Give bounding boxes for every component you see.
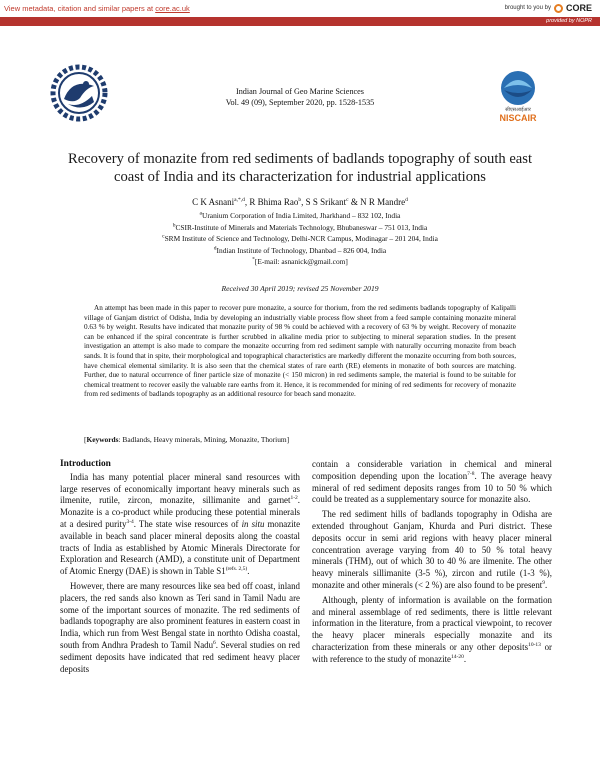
keywords-text: : Badlands, Heavy minerals, Mining, Monazite, Thorium]: [118, 435, 290, 444]
paper-title: Recovery of monazite from red sediments of badlands topography of south east coast of India and its characterization for industrial applications: [67, 151, 533, 185]
author-affiliation-marker: c: [346, 197, 349, 203]
core-link-domain[interactable]: core.ac.uk: [155, 4, 190, 13]
affiliation-line: [90, 233, 510, 245]
body-paragraph: However, there are many resources like sea bed off coast, inland placers, the red sands also known as Teri sand in Tamil Nadu are some of the important sources of monazite. The red sediments of badlands topography are also prominent features in eastern coast in India, which run from West Bengal state in northto Odisha coastal, south from Andhra Pradesh to Tamil Nadu$^6$. Several studies on red sediment deposits have indicated that red sediment heavy placer deposits: [60, 580, 300, 674]
affiliation-text: Uranium Corporation of India Limited, Jharkhand – 832 102, India: [201, 211, 401, 220]
affiliation-list: [90, 210, 510, 268]
journal-header: [150, 86, 450, 108]
affiliation-marker: b: [172, 222, 176, 229]
body-paragraph: The red sediment hills of badlands topography in Odisha are extended throughout Ganjam, Khurda and Puri district. These deposits occur in semi arid regions with heavy placer mineral concentration average varying from 40 to 50 % total heavy minerals (THM), out of which 30 to 40 % are ilmenite. The other heavy minerals sillimanite (3-5 %), zircon and rutile (1-3 %), monazite and other minerals (< 2 %) are also found to be present$^9$.: [312, 509, 552, 590]
citation-ref: 6: [213, 639, 216, 646]
citation-ref: 10-13: [528, 641, 541, 648]
affiliation-line: [90, 222, 510, 234]
affiliation-line: [90, 210, 510, 222]
email-text: [E-mail: asnanick@gmail.com]: [254, 257, 348, 266]
citation-ref: 1-2: [290, 495, 298, 502]
affiliation-marker: c: [162, 233, 165, 240]
section-heading: Introduction: [60, 459, 111, 469]
citation-ref: 14-20: [451, 653, 464, 660]
affiliation-text: CSIR-Institute of Minerals and Materials Technology, Bhubaneswar – 751 013, India: [175, 222, 428, 232]
affiliation-text: SRM Institute of Science and Technology, Delhi-NCR Campus, Modinagar – 201 204, India: [164, 234, 438, 243]
keywords: [Keywords: Badlands, Heavy minerals, Mining, Monazite, Thorium]: [84, 435, 290, 444]
body-paragraph: Although, plenty of information is available on the formation and mineral assemblage of red sediments, there is little relevant information in the literature, from a practical viewpoint, to recover the heavy placer minerals especially monazite and its characterization from these minerals or any other deposits$^{10-13}$ or with reference to the study of monazite$^{14-20}$.: [312, 594, 552, 664]
citation-ref: 9: [542, 580, 546, 586]
citation-ref: 3-4: [126, 519, 134, 526]
body-column-left: [60, 459, 300, 678]
author-name: C K Asnani: [192, 197, 235, 207]
author-name: N R Mandre: [360, 197, 406, 207]
core-attribution[interactable]: [505, 3, 592, 13]
journal-name: Indian Journal of Geo Marine Sciences: [235, 87, 364, 96]
body-paragraph: contain a considerable variation in chemical and mineral composition depending upon the location$^{7-8}$. The average heavy mineral of red sediment deposits ranges from 10 to 50 % which could be treated as a supplementary source for monazite also.: [312, 459, 552, 505]
received-dates: Received 30 April 2019; revised 25 November 2019: [221, 284, 379, 293]
corresponding-email: [90, 256, 510, 268]
niscair-logo-icon: [488, 68, 548, 124]
citation-ref: (refs. 2,5): [225, 566, 248, 573]
core-brand-text: CORE: [565, 3, 592, 13]
affiliation-marker: *: [252, 256, 255, 263]
body-paragraph: India has many potential placer mineral sand resources with large reserves of economically important heavy minerals such as ilmenite, rutile, zircon, monazite, sillimanite and garnet$^{1-2}$. Monazite is a co-product while producing these potential minerals at a desired purity$^{3-4}$. The state wise resources of in situ monazite available in beach sand placer mineral deposits along the coastal tracts of India as established by Atomic Minerals Directorate for Exploration and Research (AMD), a constitute unit of Department of Atomic Energy (DAE) is shown in Table $S1^{(refs. 2,5)}$.: [60, 471, 301, 577]
author-name: S S Srikant: [305, 197, 347, 207]
institution-emblem-icon: [50, 64, 108, 122]
keywords-label: Keywords: [86, 435, 119, 444]
author-name: R Bhima Rao: [249, 197, 299, 207]
author-affiliation-marker: d: [405, 197, 408, 203]
body-column-right: [312, 459, 552, 669]
affiliation-text: Indian Institute of Technology, Dhanbad – 826 004, India: [216, 245, 387, 255]
abstract: An attempt has been made in this paper to recover pure monazite, a source for thorium, from the red sediments badlands topography of Kalipalli village of Ganjam district of Odisha, India by developing an industrially viable process flow sheet from a feed sample containing monazite mineral 0.63 % by weight. Results have indicated that monazite purity of 98 % could be achieved with a recovery of 63 % by weight. Recovery of monazite can be enhanced if the spiral concentrate is further scrubbed in alkaline media prior to subjecting to mineral separation studies. In the present investigation an attempt is also made to compare the monazite occurring from red sediment sample with naturally occurring monazite from beach sands. It is found that in spite, their morphological and topographical characteristics are markedly different the monazite occurring from both sources, have chemical elemental similarity. It is also seen that the chemical states of rare earth (RE) elements in monazite of both sources are matching. Further, due to natural occurrence of finer particle size of monazite (< 150 micron) in red sediments sample, the material is found to be suitable for chemical treatment to recover easily the valuable rare earths from it. Hence, it is recommended for mining of red sediments for recovery of monazite from red sediments of badlands topography as an additional resource for beach sand monazite.: [84, 304, 516, 399]
author-list: C K Asnani$^{a,*,d}$, R Bhima Rao$^b$, S S Srikant$^c$ & N R Mandre$^d$: [192, 197, 408, 207]
provided-by-bar: [0, 17, 600, 26]
journal-issue: Vol. 49 (09), September 2020, pp. 1528-1535: [225, 98, 375, 107]
niscair-caption: सीएसआईआर: [505, 107, 531, 113]
affiliation-marker: d: [213, 245, 217, 252]
core-link-prefix: View metadata, citation and similar papers at: [4, 4, 156, 13]
citation-ref: 7-8: [467, 470, 475, 477]
author-affiliation-marker: b: [298, 197, 302, 203]
core-logo-icon: [554, 4, 563, 13]
brought-by-text: brought to you by: [504, 5, 551, 11]
affiliation-line: [90, 245, 510, 257]
niscair-label: NISCAIR: [499, 113, 537, 123]
author-affiliation-marker: a,*,d: [234, 197, 245, 203]
core-metadata-link[interactable]: [4, 4, 190, 13]
provided-by-text: provided by NOPR: [546, 18, 592, 24]
affiliation-marker: a: [199, 210, 202, 217]
